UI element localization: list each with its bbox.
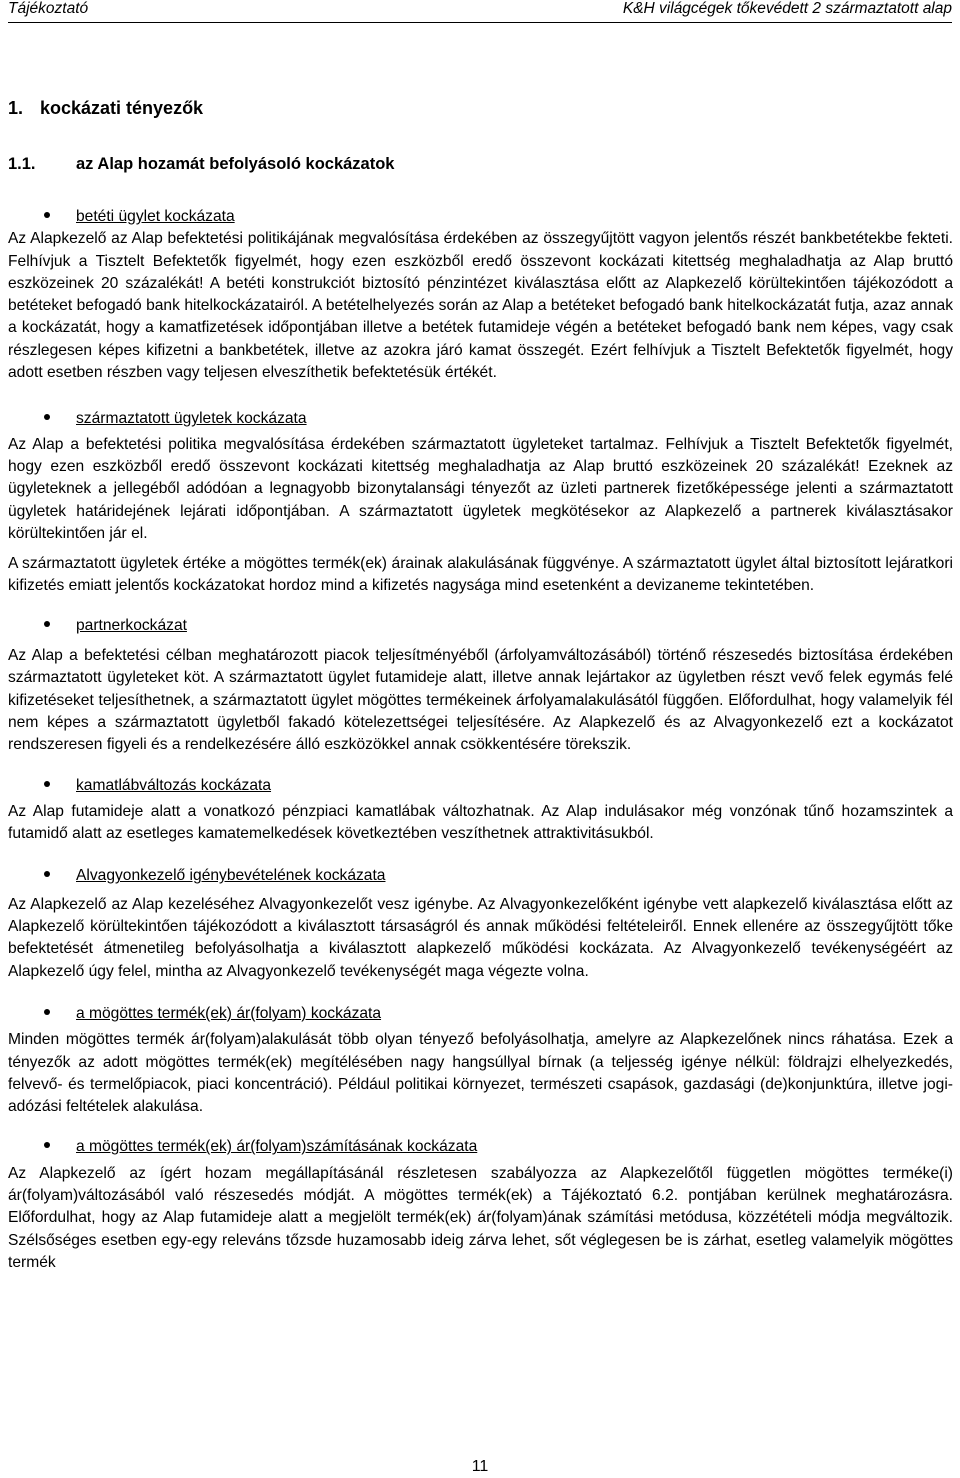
bullet-dot-icon xyxy=(44,1009,50,1015)
paragraph: Az Alapkezelő az Alap befektetési politikájának megvalósítása érdekében az összegyűjtött vagyon jelentős részét bankbetétekbe fekteti. Felhívjuk a Tisztelt Befektetők figyelmét, hogy ezen eszközből eredő összevont kockázati kitettség meghaladhatja az Alap bruttó eszközeinek 20 százalékát! A betéti konstrukciót biztosító pénzintézet kiválasztása előtt az Alapkezelő körültekintően tájékozódott a betéteket befogadó bank hitelkockázatairól. A betételhelyezés során az Alap a betéteket befogadó bank hitelkockázatát futja, azaz annak a kockázatát, hogy a kamatfizetések időpontjában illetve a betétek futamideje végén a betéteket befogadó bank nem képes, vagy csak részlegesen képes kifizetni a bankbetétek, illetve az azokra járó kamat összegét. Ezért felhívjuk a Tisztelt Befektetők figyelmét, hogy adott esetben részben vagy teljesen elveszíthetik befektetésük értékét. xyxy=(8,230,953,382)
bullet-dot-icon xyxy=(44,1142,50,1148)
heading-title: kockázati tényezők xyxy=(40,98,204,118)
paragraph: Az Alap futamideje alatt a vonatkozó pénzpiaci kamatlábak változhatnak. Az Alap indulásakor még vonzónak tűnő hozamszintek a futamidő alatt az esetleges kamatemelkedések következtében veszíthetnek attraktivitásukból. xyxy=(8,802,953,843)
paragraph: Az Alapkezelő az Alap kezeléséhez Alvagyonkezelőt vesz igénybe. Az Alvagyonkezelőként igénybe vett alapkezelő kiválasztása előtt az Alapkezelő körültekintően tájékozódott a kiválasztott társaságról és annak működési feltételeiről. Ennek ellenére az összegyűjtött tőke befektetését átmenetileg befolyásolhatja a kiválasztott alapkezelő működési kockázata. Az Alvagyonkezelő tevékenységéért az Alapkezelő úgy felel, mintha az Alvagyonkezelő tevékenységét maga végezte volna. xyxy=(8,895,953,980)
risk-title: Alvagyonkezelő igénybevételének kockázata xyxy=(76,867,386,885)
heading-title: az Alap hozamát befolyásoló kockázatok xyxy=(76,155,395,173)
section-heading-level-1 xyxy=(8,96,953,120)
risk-title: a mögöttes termék(ek) ár(folyam)számításának kockázata xyxy=(76,1138,478,1156)
page-number: 11 xyxy=(471,1458,489,1475)
paragraph: Az Alapkezelő az ígért hozam megállapításánál részletesen szabályozza az Alapkezelőtől független mögöttes terméke(i) ár(folyam)változásából való részesedés módját. A mögöttes termék(ek) a Tájékoztató 6.2. pontjában kerülnek meghatározásra. Előfordulhat, hogy az Alap futamideje alatt a megjelölt termék(ek) ár(folyam)ának számítási metódusa, közzétételi módja megváltozik. Szélsőséges esetben egy-egy releváns tőzsde huzamosabb ideig zárva lehet, sőt véglegesen be is zárhat, esetleg valamelyik mögöttes termék xyxy=(8,1164,953,1271)
risk-bullet-deposit xyxy=(8,206,953,228)
risk-bullet-sub-manager xyxy=(8,865,953,887)
risk-title: partnerkockázat xyxy=(76,616,187,634)
heading-number: 1.1. xyxy=(8,155,36,173)
bullet-dot-icon xyxy=(44,621,50,627)
header-fund-name: K&H világcégek tőkevédett 2 származtatott alap xyxy=(622,0,952,17)
bullet-dot-icon xyxy=(44,212,50,218)
paragraph: Minden mögöttes termék ár(folyam)alakulását több olyan tényező befolyásolhatja, amelyre az Alapkezelőnek nincs ráhatása. Ezek a tényezők az adott mögöttes termék(ek) megítélésében nagy hangsúllyal bírnak (a teljesség igénye nélkül: földrajzi elhelyezkedés, felvevő- és termelőpiacok, piaci koncentráció). Például politikai környezet, természeti csapások, gazdasági (de)konjunktúra, illetve jogi-adózási feltételek alakulása. xyxy=(8,1031,953,1116)
bullet-dot-icon xyxy=(44,871,50,877)
paragraph: Az Alap a befektetési politika megvalósítása érdekében származtatott ügyleteket tartalmaz. Felhívjuk a Tisztelt Befektetők figyelmét, hogy ezen eszközből eredő összevont kockázati kitettség meghaladhatja az Alap bruttó eszközeinek 20 százalékát! Ezeknek az ügyleteknek a jellegéből adódóan a legnagyobb bizonytalansági tényezőt az üzleti partnerek fizetőképessége jelenti a származtatott ügyletek határidejének lejárati időpontjában. A származtatott ügyletek megkötésekor az Alapkezelő a partnerek kiválasztásakor körültekintően jár el. xyxy=(8,435,953,542)
risk-title: a mögöttes termék(ek) ár(folyam) kockázata xyxy=(76,1004,382,1022)
risk-bullet-underlying-price xyxy=(8,1003,953,1025)
document-body xyxy=(8,96,953,1274)
header-document-type: Tájékoztató xyxy=(8,0,89,17)
section-heading-level-2 xyxy=(8,152,953,176)
risk-bullet-counterparty xyxy=(8,615,953,637)
risk-title: kamatlábváltozás kockázata xyxy=(76,776,272,794)
heading-number: 1. xyxy=(8,98,24,118)
running-header xyxy=(8,0,952,23)
bullet-dot-icon xyxy=(44,781,50,787)
paragraph: Az Alap a befektetési célban meghatározott piacok teljesítményéből (árfolyamváltozásából) történő részesedés biztosítása érdekében származtatott ügyleteket köt. A származtatott ügylet futamideje alatt, illetve annak lejártakor az ügyletben részt vevő felek egymás felé kifizetéseket teljesíthetnek, a származtatott ügylet mögöttes termékeinek árfolyamalakulásától függően. Előfordulhat, hogy valamelyik fél nem képes a származtatott ügyletből fakadó kötelezettségei teljesítésére. Az Alapkezelő és az Alvagyonkezelő ezt a kockázatot rendszeresen figyeli és a rendelkezésére álló eszközökkel annak csökkentésére törekszik. xyxy=(8,647,953,754)
risk-title: betéti ügylet kockázata xyxy=(76,208,235,225)
risk-title: származtatott ügyletek kockázata xyxy=(76,410,307,428)
risk-bullet-price-calculation xyxy=(8,1136,953,1158)
risk-bullet-interest-rate xyxy=(8,775,953,797)
paragraph: A származtatott ügyletek értéke a mögöttes termék(ek) árainak alakulásának függvénye. A származtatott ügylet által biztosított lejáratkori kifizetés emiatt jelentős kockázatokat hordoz mind a kifizetés nagysága mind esetenként a devizaneme tekintetében. xyxy=(8,555,953,595)
bullet-dot-icon xyxy=(44,414,50,420)
risk-bullet-derivatives xyxy=(8,408,953,430)
